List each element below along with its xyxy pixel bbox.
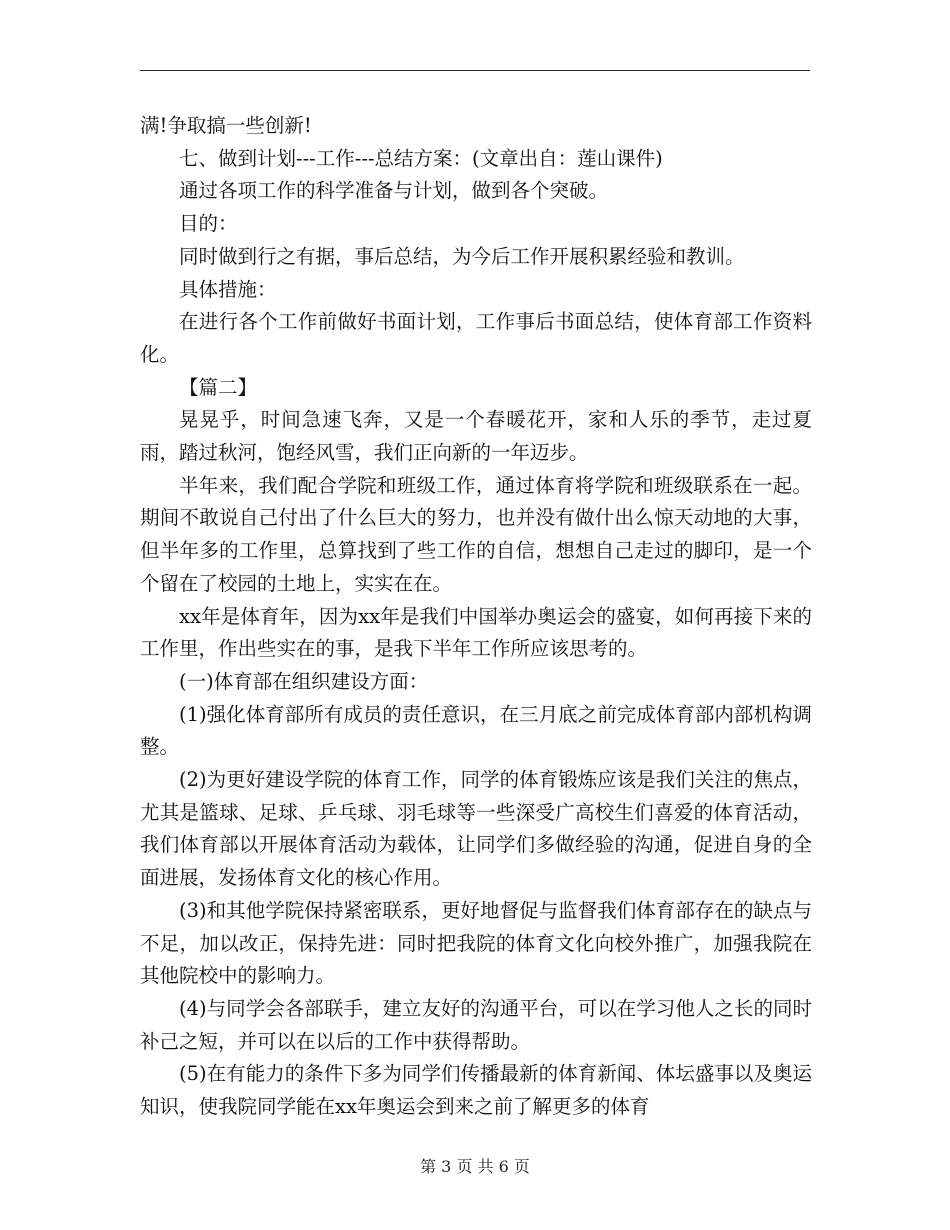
subsection-heading: (一)体育部在组织建设方面： [179, 669, 429, 693]
section-heading: 七、做到计划---工作---总结方案：(文章出自：莲山课件) [179, 146, 663, 170]
list-item: (5)在有能力的条件下多为同学们传播最新的体育新闻、体坛盛事以及奥运知识，使我院同学能在xx年奥运会到来之前了解更多的体育 [140, 1062, 812, 1119]
page-footer: 第 3 页 共 6 页 [420, 1157, 530, 1176]
list-item: (1)强化体育部所有成员的责任意识，在三月底之前完成体育部内部机构调整。 [140, 702, 812, 759]
paragraph: 半年来，我们配合学院和班级工作，通过体育将学院和班级联系在一起。期间不敢说自己付出了什么巨大的努力，也并没有做什出么惊天动地的大事，但半年多的工作里，总算找到了些工作的自信，想想自己走过的脚印，是一个个留在了校园的土地上，实实在在。 [140, 473, 812, 595]
list-item: (4)与同学会各部联手，建立友好的沟通平台，可以在学习他人之长的同时补己之短，并可以在以后的工作中获得帮助。 [140, 996, 812, 1053]
list-item: (3)和其他学院保持紧密联系，更好地督促与监督我们体育部存在的缺点与不足，加以改正，保持先进：同时把我院的体育文化向校外推广，加强我院在其他院校中的影响力。 [140, 898, 812, 988]
paragraph: 在进行各个工作前做好书面计划，工作事后书面总结，使体育部工作资料化。 [140, 310, 812, 366]
header-rule [140, 70, 810, 71]
paragraph: xx年是体育年，因为xx年是我们中国举办奥运会的盛宴，如何再接下来的工作里，作出些实在的事，是我下半年工作所应该思考的。 [140, 604, 812, 661]
paragraph: 满!争取搞一些创新! [140, 114, 312, 137]
list-item: (2)为更好建设学院的体育工作，同学的体育锻炼应该是我们关注的焦点，尤其是篮球、足球、乒乓球、羽毛球等一些深受广高校生们喜爱的体育活动，我们体育部以开展体育活动为载体，让同学们多做经验的沟通，促进自身的全面进展，发扬体育文化的核心作用。 [140, 768, 812, 890]
document-body [140, 110, 812, 1124]
paragraph: 具体措施： [179, 277, 277, 301]
section-heading: 【篇二】 [179, 375, 258, 399]
paragraph: 通过各项工作的科学准备与计划，做到各个突破。 [179, 179, 609, 203]
paragraph: 目的： [179, 212, 238, 236]
paragraph: 晃晃乎，时间急速飞奔，又是一个春暖花开，家和人乐的季节，走过夏雨，踏过秋河，饱经风雪，我们正向新的一年迈步。 [140, 408, 812, 465]
paragraph: 同时做到行之有据，事后总结，为今后工作开展积累经验和教训。 [179, 244, 745, 268]
